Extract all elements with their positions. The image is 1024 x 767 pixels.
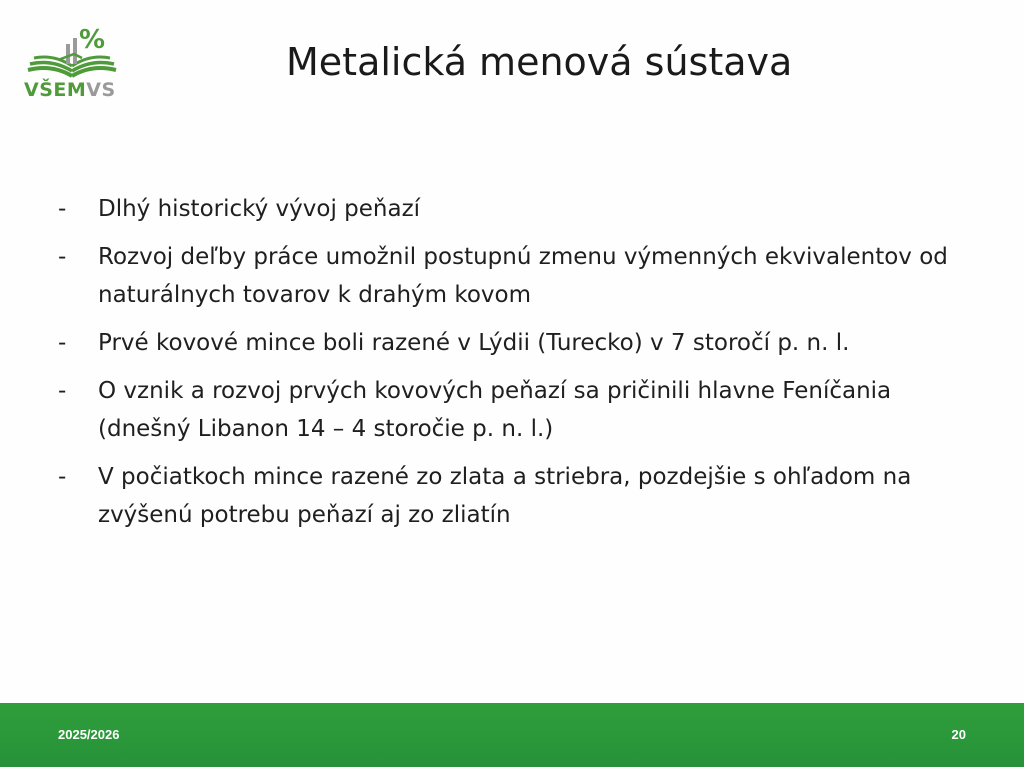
bullet-marker: - <box>58 244 67 270</box>
bullet-item <box>58 372 958 448</box>
bullet-text: Dlhý historický vývoj peňazí <box>98 196 421 222</box>
bullet-text: O vznik a rozvoj prvých kovových peňazí sa pričinili hlavne Feníčania (dnešný Libanon 14 – 4 storočie p. n. l.) <box>98 378 892 442</box>
bullet-item <box>58 190 958 228</box>
footer-year: 2025/2026 <box>58 727 120 742</box>
bullet-marker: - <box>58 378 67 404</box>
bullet-text: Prvé kovové mince boli razené v Lýdii (Turecko) v 7 storočí p. n. l. <box>98 330 850 356</box>
logo-text <box>24 81 116 100</box>
page-number: 20 <box>951 727 966 742</box>
logo-text-primary: VŠEM <box>24 79 87 101</box>
bullet-text: Rozvoj deľby práce umožnil postupnú zmenu výmenných ekvivalentov od naturálnych tovarov k drahým kovom <box>98 244 948 308</box>
bullet-text: V počiatkoch mince razené zo zlata a striebra, pozdejšie s ohľadom na zvýšenú potrebu peňazí aj zo zliatín <box>98 464 912 528</box>
bullet-list <box>58 190 958 544</box>
bullet-marker: - <box>58 330 67 356</box>
bullet-item <box>58 238 958 314</box>
open-book-icon <box>22 24 122 84</box>
bullet-item <box>58 458 958 534</box>
bullet-item <box>58 324 958 362</box>
slide-title: Metalická menová sústava <box>286 40 793 84</box>
bullet-marker: - <box>58 464 67 490</box>
bullet-marker: - <box>58 196 67 222</box>
logo-text-secondary: VS <box>86 79 116 101</box>
footer-bar <box>0 703 1024 767</box>
logo <box>22 24 122 106</box>
percent-icon: % <box>79 25 106 55</box>
